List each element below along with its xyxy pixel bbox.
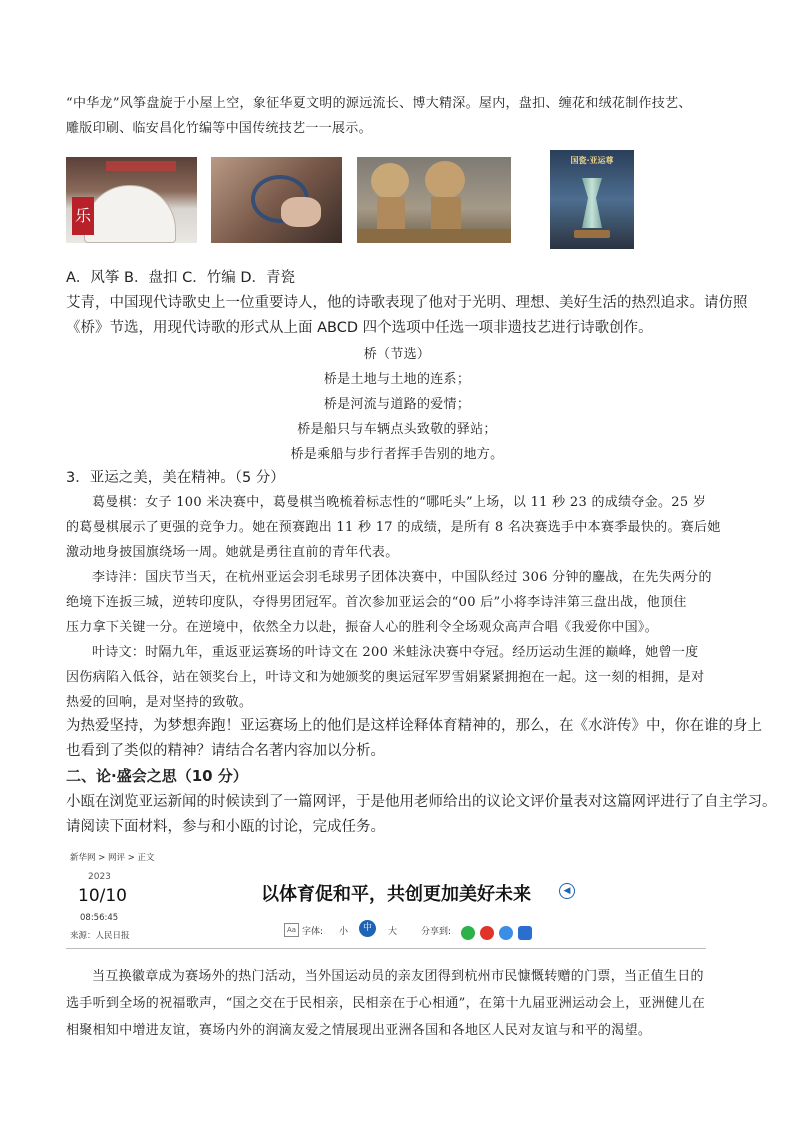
qzone-icon[interactable] bbox=[518, 926, 532, 940]
q3-para3-line: 因伤病陷入低谷，站在领奖台上，叶诗文和为她颁奖的奥运冠军罗雪娟紧紧拥抱在一起。这一刻的相拥，是对 bbox=[66, 670, 705, 685]
q3-para2-line: 压力拿下关键一分。在逆境中，依然全力以赴，振奋人心的胜利令全场观众高声合唱《我爱你中国》。 bbox=[66, 620, 659, 635]
article-headline: 以体育促和平，共创更加美好未来 bbox=[261, 884, 531, 905]
article-body-line: 当互换徽章成为赛场外的热门活动，当外国运动员的亲友团得到杭州市民慷慨转赠的门票，当正值生日的 bbox=[92, 969, 704, 984]
poem-line: 桥是船只与车辆点头致敬的驿站； bbox=[297, 422, 497, 437]
pankou-craft-photo bbox=[211, 157, 342, 243]
q3-para2-line: 绝境下连扳三城，逆转印度队，夺得男团冠军。首次参加亚运会的“00 后”小将李诗沣第三盘出战，他顶住 bbox=[66, 595, 687, 610]
q3-question-line: 为热爱坚持，为梦想奔跑！亚运赛场上的他们是这样诠释体育精神的，那么，在《水浒传》中，你在谁的身上 bbox=[66, 718, 762, 734]
poem-title: 桥（节选） bbox=[363, 347, 431, 362]
share-icons bbox=[461, 922, 537, 941]
divider bbox=[66, 948, 706, 949]
intro-line-1: “中华龙”风筝盘旋于小屋上空，象征华夏文明的源远流长、博大精深。屋内，盘扣、缠花和绒花制作技艺、 bbox=[66, 96, 692, 111]
article-date: 10/10 bbox=[78, 886, 127, 906]
article-time: 08:56:45 bbox=[80, 913, 119, 923]
font-small-button[interactable]: 小 bbox=[339, 927, 349, 937]
poem-line: 桥是河流与道路的爱情； bbox=[323, 397, 471, 412]
speaker-icon[interactable]: ◀ bbox=[559, 883, 575, 899]
section2-line-2: 请阅读下面材料，参与和小瓯的讨论，完成任务。 bbox=[66, 819, 385, 835]
font-large-button[interactable]: 大 bbox=[388, 927, 398, 937]
section2-line-1: 小瓯在浏览亚运新闻的时候读到了一篇网评，于是他用老师给出的议论文评价量表对这篇网评进行了自主学习。 bbox=[66, 794, 777, 810]
breadcrumb: 新华网 > 网评 > 正文 bbox=[70, 853, 155, 863]
q3-para2-line: 李诗沣：国庆节当天，在杭州亚运会羽毛球男子团体决赛中，中国队经过 306 分钟的鏖战，在先失两分的 bbox=[92, 570, 712, 585]
q2-line-1: 艾青，中国现代诗歌史上一位重要诗人，他的诗歌表现了他对于光明、理想、美好生活的热烈追求。请仿照 bbox=[66, 295, 748, 311]
q3-para1-line: 葛曼棋：女子 100 米决赛中，葛曼棋当晚梳着标志性的“哪吒头”上场，以 11 秒 23 的成绩夺金。25 岁 bbox=[92, 495, 707, 510]
article-source: 来源：人民日报 bbox=[70, 931, 130, 941]
font-medium-button[interactable]: 中 bbox=[359, 920, 376, 937]
red-sign: 乐 bbox=[72, 197, 94, 235]
q3-para3-line: 叶诗文：时隔九年，重返亚运赛场的叶诗文在 200 米蛙泳决赛中夺冠。经历运动生涯的巅峰，她曾一度 bbox=[92, 645, 699, 660]
news-article-header bbox=[66, 847, 706, 952]
intro-line-2: 雕版印刷、临安昌化竹编等中国传统技艺一一展示。 bbox=[66, 121, 372, 136]
link-icon[interactable] bbox=[499, 926, 513, 940]
celadon-vase-photo bbox=[550, 150, 634, 249]
article-body-line: 选手听到全场的祝福歌声，“国之交在于民相亲，民相亲在于心相通”，在第十九届亚洲运动会上，亚洲健儿在 bbox=[66, 996, 705, 1011]
q3-para1-line: 的葛曼棋展示了更强的竞争力。她在预赛跑出 11 秒 17 的成绩，是所有 8 名决赛选手中本赛季最快的。赛后她 bbox=[66, 520, 721, 535]
font-label: 字体: bbox=[302, 927, 324, 937]
craft-options: A．风筝 B．盘扣 C．竹编 D．青瓷 bbox=[66, 270, 295, 286]
poem-line: 桥是土地与土地的连系； bbox=[323, 372, 471, 387]
weibo-icon[interactable] bbox=[480, 926, 494, 940]
font-size-icon: Aa bbox=[284, 923, 299, 937]
q3-para1-line: 激动地身披国旗绕场一周。她就是勇往直前的青年代表。 bbox=[66, 545, 399, 560]
article-year: 2023 bbox=[88, 872, 111, 882]
q3-para3-line: 热爱的回响，是对坚持的致敬。 bbox=[66, 695, 253, 710]
share-label: 分享到: bbox=[421, 927, 452, 937]
bamboo-weaving-photo bbox=[357, 157, 511, 243]
vase-caption: 国瓷·亚运尊 bbox=[570, 156, 614, 165]
q2-line-2: 《桥》节选，用现代诗歌的形式从上面 ABCD 四个选项中任选一项非遗技艺进行诗歌创作。 bbox=[66, 320, 653, 336]
kite-exhibition-photo bbox=[66, 157, 197, 243]
section2-title: 二、论·盛会之思（10 分） bbox=[66, 767, 248, 785]
q3-title: 3．亚运之美，美在精神。（5 分） bbox=[66, 470, 285, 486]
q3-question-line: 也看到了类似的精神？请结合名著内容加以分析。 bbox=[66, 743, 385, 759]
wechat-icon[interactable] bbox=[461, 926, 475, 940]
poem-line: 桥是乘船与步行者挥手告别的地方。 bbox=[290, 447, 504, 462]
article-body-line: 相聚相知中增进友谊，赛场内外的润滴友爱之情展现出亚洲各国和各地区人民对友谊与和平的渴望。 bbox=[66, 1023, 652, 1038]
